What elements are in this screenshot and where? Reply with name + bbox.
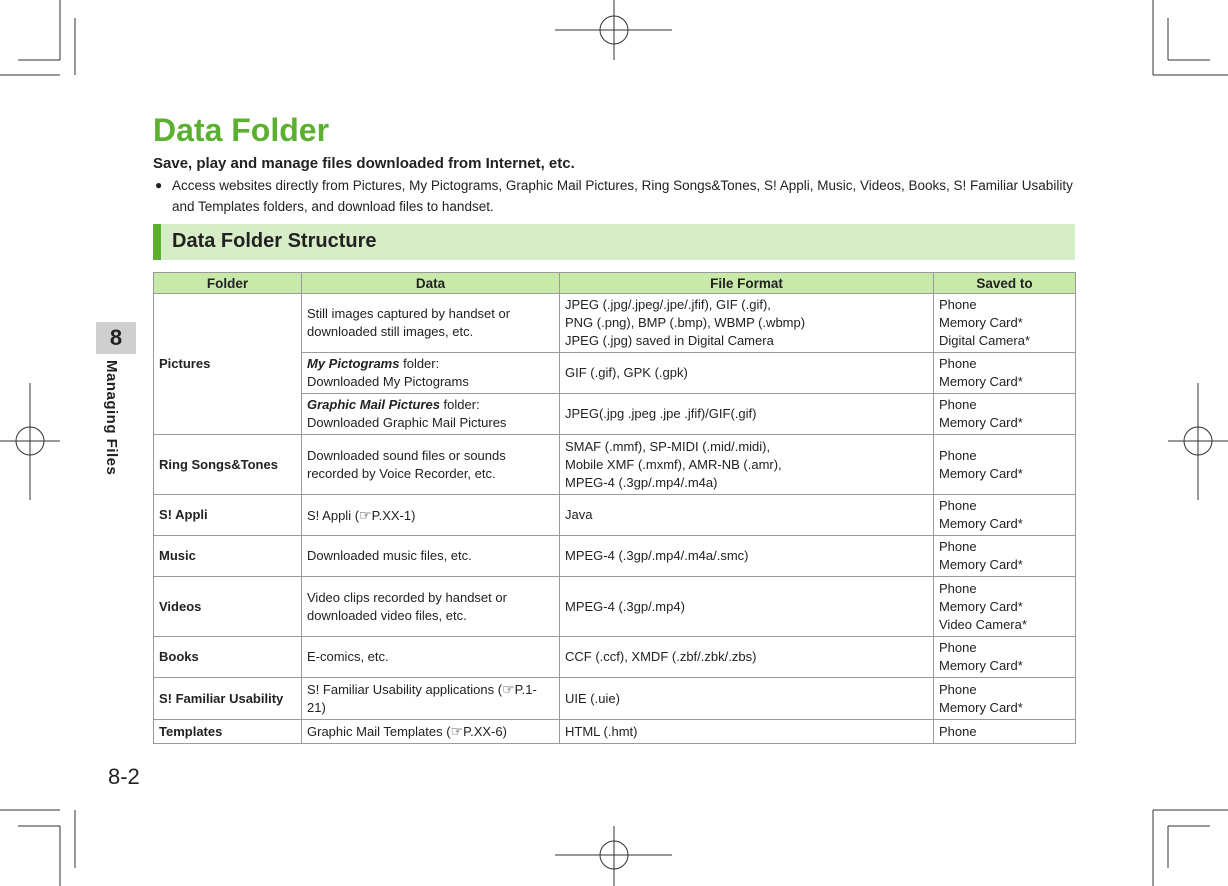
data-cell: Downloaded music files, etc. <box>302 536 560 577</box>
page-reference-link[interactable]: P.XX-6) <box>463 724 507 739</box>
saved-line: Phone <box>939 539 977 554</box>
data-cell <box>302 353 560 394</box>
format-cell: MPEG-4 (.3gp/.mp4/.m4a/.smc) <box>560 536 934 577</box>
saved-cell <box>934 536 1076 577</box>
data-text: S! Familiar Usability applications ( <box>307 682 503 697</box>
table-row <box>154 435 1076 495</box>
data-text: Downloaded My Pictograms <box>307 374 469 389</box>
format-line: JPEG (.jpg/.jpeg/.jpe/.jfif), GIF (.gif), <box>565 297 771 312</box>
format-cell: HTML (.hmt) <box>560 720 934 744</box>
format-line: MPEG-4 (.3gp/.mp4/.m4a) <box>565 474 718 490</box>
data-cell <box>302 720 560 744</box>
table-row <box>154 637 1076 678</box>
chapter-label: Managing Files <box>103 360 120 476</box>
folder-name: Graphic Mail Pictures <box>307 397 440 412</box>
saved-line: Memory Card* <box>939 557 1023 572</box>
saved-line: Memory Card* <box>939 315 1023 330</box>
intro-bullet <box>153 175 1073 217</box>
table-row <box>154 678 1076 720</box>
page-reference-icon: ☞ <box>502 681 515 697</box>
saved-line: Memory Card* <box>939 598 1023 614</box>
table-header-row <box>154 273 1076 294</box>
folder-s-appli: S! Appli <box>154 495 302 536</box>
format-line: JPEG (.jpg) saved in Digital Camera <box>565 333 774 348</box>
page-title: Data Folder <box>153 112 330 148</box>
data-cell: Downloaded sound files or sounds recorded by Voice Recorder, etc. <box>302 435 560 495</box>
format-line: Mobile XMF (.mxmf), AMR-NB (.amr), <box>565 456 782 472</box>
section-title: Data Folder Structure <box>172 230 377 252</box>
table-row <box>154 294 1076 353</box>
data-cell: E-comics, etc. <box>302 637 560 678</box>
page-reference-link[interactable]: P.XX-1) <box>371 507 416 523</box>
header-folder: Folder <box>154 273 302 294</box>
data-cell <box>302 678 560 720</box>
saved-line: Video Camera* <box>939 616 1027 632</box>
page-subtitle: Save, play and manage files downloaded from Internet, etc. <box>153 155 575 172</box>
saved-line: Memory Card* <box>939 516 1023 531</box>
saved-cell <box>934 394 1076 435</box>
header-data: Data <box>302 273 560 294</box>
page-reference-link[interactable]: P.1-21) <box>307 682 537 715</box>
folder-ring-songs-tones: Ring Songs&Tones <box>154 435 302 495</box>
format-cell: CCF (.ccf), XMDF (.zbf/.zbk/.zbs) <box>560 637 934 678</box>
folder-s-familiar-usability: S! Familiar Usability <box>154 678 302 720</box>
table-row <box>154 495 1076 536</box>
data-cell: Video clips recorded by handset or downloaded video files, etc. <box>302 577 560 637</box>
bullet-dot-icon: ● <box>155 178 163 192</box>
page-reference-icon: ☞ <box>359 506 372 523</box>
folder-suffix: folder: <box>399 356 440 371</box>
saved-line: Phone <box>939 640 977 655</box>
saved-line: Phone <box>939 447 977 463</box>
saved-cell <box>934 577 1076 637</box>
table-row <box>154 536 1076 577</box>
header-saved-to: Saved to <box>934 273 1076 294</box>
chapter-number: 8 <box>109 325 123 350</box>
saved-line: Phone <box>939 397 977 412</box>
saved-cell <box>934 294 1076 353</box>
header-file-format: File Format <box>560 273 934 294</box>
saved-line: Memory Card* <box>939 465 1023 481</box>
folder-name: My Pictograms <box>307 356 400 371</box>
page-reference-icon: ☞ <box>450 723 464 739</box>
folder-pictures: Pictures <box>154 294 302 435</box>
saved-line: Phone <box>939 681 977 697</box>
data-text: Downloaded Graphic Mail Pictures <box>307 415 507 430</box>
format-cell: UIE (.uie) <box>560 678 934 720</box>
saved-line: Memory Card* <box>939 374 1023 389</box>
saved-cell <box>934 495 1076 536</box>
format-line: PNG (.png), BMP (.bmp), WBMP (.wbmp) <box>565 315 806 330</box>
saved-cell <box>934 435 1076 495</box>
saved-cell <box>934 353 1076 394</box>
folder-suffix: folder: <box>439 397 480 412</box>
data-cell <box>302 495 560 536</box>
saved-line: Phone <box>939 580 977 596</box>
intro-text: Access websites directly from Pictures, My Pictograms, Graphic Mail Pictures, Ring Songs&Tones, S! Appli, Music, Videos, Books, S! Familiar Usability and Templates folders, and download files to handset. <box>172 178 1073 214</box>
folder-templates: Templates <box>154 720 302 744</box>
folder-books: Books <box>154 637 302 678</box>
saved-line: Phone <box>939 356 977 371</box>
format-line: SMAF (.mmf), SP-MIDI (.mid/.midi), <box>565 438 771 454</box>
chapter-number-tab <box>96 322 136 354</box>
folder-music: Music <box>154 536 302 577</box>
saved-line: Phone <box>939 498 977 513</box>
saved-cell: Phone <box>934 720 1076 744</box>
saved-line: Memory Card* <box>939 699 1023 715</box>
page-number: 8-2 <box>108 764 140 789</box>
table-row <box>154 577 1076 637</box>
saved-line: Memory Card* <box>939 658 1023 673</box>
data-folder-table <box>153 272 1076 744</box>
format-cell <box>560 294 934 353</box>
format-cell: Java <box>560 495 934 536</box>
saved-line: Memory Card* <box>939 415 1023 430</box>
format-cell: MPEG-4 (.3gp/.mp4) <box>560 577 934 637</box>
data-text: Graphic Mail Templates ( <box>307 724 451 739</box>
data-text: S! Appli ( <box>307 507 360 523</box>
data-cell: Still images captured by handset or downloaded still images, etc. <box>302 294 560 353</box>
data-cell <box>302 394 560 435</box>
section-header <box>153 224 1075 260</box>
format-cell: JPEG(.jpg .jpeg .jpe .jfif)/GIF(.gif) <box>560 394 934 435</box>
saved-cell <box>934 637 1076 678</box>
folder-videos: Videos <box>154 577 302 637</box>
format-cell <box>560 435 934 495</box>
format-cell: GIF (.gif), GPK (.gpk) <box>560 353 934 394</box>
saved-line: Phone <box>939 297 977 312</box>
table-row <box>154 720 1076 744</box>
saved-cell <box>934 678 1076 720</box>
saved-line: Digital Camera* <box>939 333 1031 348</box>
